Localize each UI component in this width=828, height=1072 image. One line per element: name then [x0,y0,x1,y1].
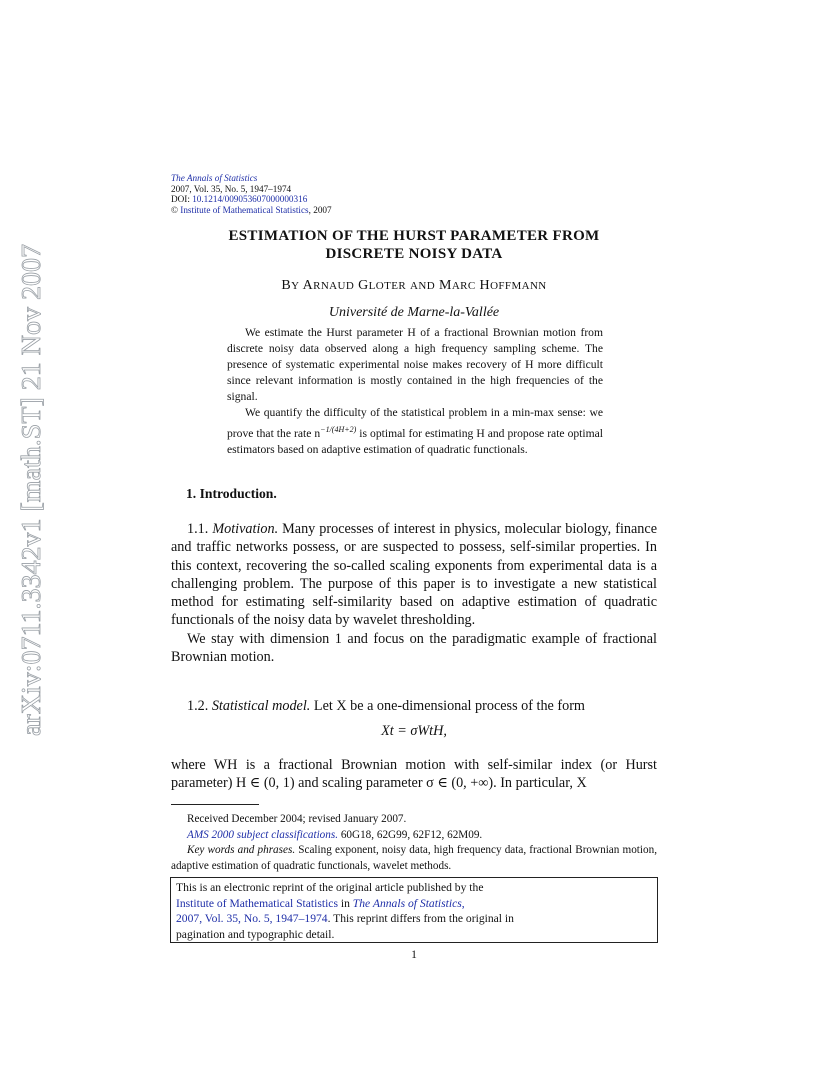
keywords-text: Scaling exponent, noisy data, high frequency data, fractional Brownian motion, adaptive estimation of quadratic functionals, wavelet methods. [171,844,657,872]
dimension-paragraph: We stay with dimension 1 and focus on the paradigmatic example of fractional Brownian motion. [171,630,657,666]
reprint-line-1: This is an electronic reprint of the original article published by the [176,881,484,894]
subsection-2-continuation [171,756,657,793]
page-number: 1 [411,948,417,961]
received-dates: Received December 2004; revised January 2007. [187,813,407,825]
reprint-in: in [337,896,353,910]
by-rest: Y [291,280,300,292]
abstract-rate-exponent: −1/(4H+2) [320,424,357,434]
journal-name[interactable]: The Annals of Statistics [171,173,258,183]
subsection-motivation [171,520,657,666]
doi-line [171,194,332,205]
footnotes [171,812,657,874]
author2-last-rest: OFFMANN [490,280,547,292]
reprint-line-4: pagination and typographic detail. [176,927,335,941]
copyright-year: , 2007 [308,204,332,215]
reprint-line-3 [176,911,652,927]
journal-link[interactable]: The Annals of Statistics [352,896,462,910]
author1-last-rest: LOTER [368,280,407,292]
authors-and: AND [410,280,436,292]
author1-first-cap: A [302,278,314,293]
doi-label: DOI: [171,194,193,204]
abstract-paragraph-2 [227,405,603,457]
model-equation: Xt = σWtH, [381,723,447,739]
section-heading-introduction: 1. Introduction. [186,486,277,501]
ams-codes: 60G18, 62G99, 62F12, 62M09. [338,828,483,841]
subsection-2-title: Statistical model. [211,698,311,714]
ams-classification [171,828,657,844]
subsection-2-text: Let X be a one-dimensional process of the form [310,698,585,714]
title-line-2: DISCRETE NOISY DATA [325,246,503,262]
arxiv-stamp-text: arXiv:0711.3342v1 [math.ST] 21 Nov 2007 [15,252,46,736]
author2-first-rest: ARC [451,280,476,292]
motivation-paragraph [171,520,657,630]
paper-title [171,227,657,263]
abstract-paragraph-1: We estimate the Hurst parameter H of a fractional Brownian motion from discrete noisy data observed along a high frequency sampling scheme. The presence of systematic experimental noise makes recovery of H more difficult since relevant information is mostly contained in the high frequencies of the signal. [227,326,603,404]
author2-first-cap: M [438,278,452,293]
institute-link[interactable]: Institute of Mathematical Statistics [176,896,338,910]
citation-link[interactable]: 2007, Vol. 35, No. 5, 1947–1974 [176,912,328,925]
ams-classification-link[interactable]: AMS 2000 subject classifications. [187,828,339,841]
author2-last-cap: H [479,278,491,293]
subsection-2-number: 1.2. [187,698,212,714]
journal-volume: 2007, Vol. 35, No. 5, 1947–1974 [171,183,292,194]
fbm-description: where WH is a fractional Brownian motion with self-similar index (or Hurst parameter) H ∈ (0, 1) and scaling parameter σ ∈ (0, +∞). In particular, X [171,757,657,792]
copyright-symbol: © [171,204,178,215]
abstract [227,325,603,458]
reprint-comma: , [461,896,465,910]
copyright-line [171,205,332,216]
arxiv-stamp [2,242,54,742]
keywords [171,843,657,874]
title-line-1: ESTIMATION OF THE HURST PARAMETER FROM [228,228,600,244]
subsection-1-title: Motivation. [212,521,279,537]
copyright-holder-link[interactable]: Institute of Mathematical Statistics [177,204,309,215]
author1-last-cap: G [358,278,369,293]
by-cap: B [281,278,292,293]
subsection-1-number: 1.1. [187,521,213,537]
statistical-model-paragraph [171,697,657,715]
subsection-1-text: Many processes of interest in physics, molecular biology, finance and traffic networks possess, or are suspected to possess, self-similar properties. In this context, recovering the so-called scaling exponents from experimental data is a challenging problem. The purpose of this paper is to investigate a new statistical method for estimating self-similarity based on adaptive estimation of quadratic functionals of the noisy data by wavelet thresholding. [171,521,657,629]
reprint-line-3-rest: . This reprint differs from the original in [327,912,514,925]
keywords-label: Key words and phrases. [187,844,296,857]
affiliation: Université de Marne-la-Vallée [328,305,500,320]
abstract-p2-after: is optimal for estimating H and propose rate optimal estimators based on adaptive estimation of quadratic functionals. [227,426,603,456]
subsection-statistical-model [171,697,657,715]
footnote-rule [171,804,259,805]
doi-link[interactable]: 10.1214/009053607000000316 [192,194,308,204]
author1-first-rest: RNAUD [313,280,355,292]
reprint-notice-box [170,877,658,943]
abstract-p2-before: We quantify the difficulty of the statistical problem in a min-max sense: we prove that the rate n [227,406,603,440]
authors [171,278,657,294]
journal-header [171,173,332,215]
reprint-line-2 [176,896,652,912]
